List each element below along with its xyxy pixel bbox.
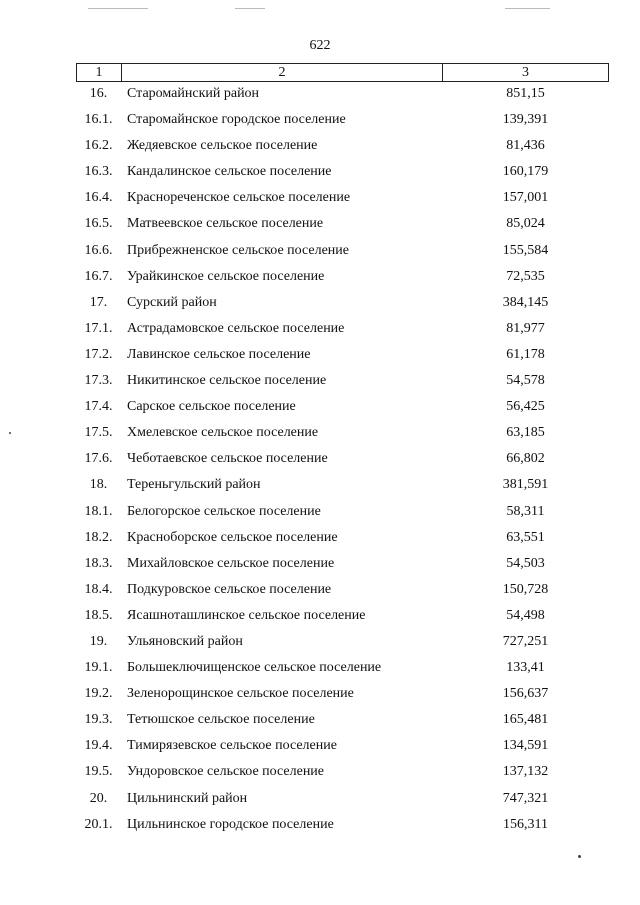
row-name: Старомайнское городское поселение — [127, 112, 346, 128]
row-value: 165,481 — [502, 712, 549, 728]
row-name: Старомайнский район — [127, 86, 260, 101]
row-name: Прибрежненское сельское поселение — [127, 242, 349, 258]
scan-speck — [578, 855, 581, 858]
table-row — [0, 475, 640, 501]
table-row — [0, 84, 640, 110]
table-row — [0, 580, 640, 606]
row-name: Цильнинский район — [127, 790, 248, 806]
row-number: 17.4. — [84, 399, 113, 415]
table-row — [0, 397, 640, 423]
row-name: Лавинское сельское поселение — [127, 346, 311, 362]
row-value: 156,637 — [502, 686, 549, 702]
row-number: 19.4. — [84, 738, 113, 754]
row-value: 72,535 — [506, 268, 545, 284]
row-value: 81,436 — [506, 138, 545, 154]
row-value: 134,591 — [502, 738, 549, 754]
row-value: 85,024 — [506, 216, 545, 232]
row-number: 16.5. — [84, 216, 113, 232]
table-row — [0, 789, 640, 815]
table-row — [0, 449, 640, 475]
table-row — [0, 762, 640, 788]
row-value: 155,584 — [502, 242, 549, 258]
row-name: Хмелевское сельское поселение — [127, 425, 319, 441]
row-name: Цильнинское городское поселение — [127, 816, 334, 832]
table-row — [0, 736, 640, 762]
row-number: 18.1. — [84, 503, 113, 519]
row-number: 17.3. — [84, 373, 113, 389]
row-number: 19.5. — [84, 764, 113, 780]
row-name: Подкуровское сельское поселение — [127, 581, 332, 597]
table-row — [0, 658, 640, 684]
row-number: 19. — [89, 633, 108, 649]
row-value: 66,802 — [506, 451, 545, 467]
scan-artifact-line — [88, 8, 148, 9]
table-row — [0, 528, 640, 554]
row-name: Жедяевское сельское поселение — [127, 138, 318, 154]
row-number: 18.4. — [84, 581, 113, 597]
row-name: Никитинское сельское поселение — [127, 373, 327, 389]
header-col-1: 1 — [77, 64, 122, 81]
row-number: 18.3. — [84, 555, 113, 571]
row-name: Ясашноташлинское сельское поселение — [127, 607, 366, 623]
row-number: 16.4. — [84, 190, 113, 206]
table-row — [0, 554, 640, 580]
table-row — [0, 319, 640, 345]
row-value: 157,001 — [502, 190, 549, 206]
row-name: Тимирязевское сельское поселение — [127, 738, 337, 754]
row-name: Белогорское сельское поселение — [127, 503, 321, 519]
row-value: 139,391 — [502, 112, 549, 128]
row-number: 19.3. — [84, 712, 113, 728]
table-row — [0, 162, 640, 188]
row-value: 63,185 — [506, 425, 545, 441]
row-number: 18. — [89, 477, 108, 493]
table-header — [76, 63, 609, 82]
row-value: 54,498 — [506, 607, 545, 623]
row-name: Астрадамовское сельское поселение — [127, 320, 345, 336]
row-name: Урайкинское сельское поселение — [127, 268, 325, 284]
row-name: Тетюшское сельское поселение — [127, 712, 315, 728]
row-name: Большеключищенское сельское поселение — [127, 660, 382, 676]
page-number: 622 — [309, 38, 331, 53]
row-value: 133,41 — [506, 660, 545, 676]
row-number: 18.5. — [84, 607, 113, 623]
row-value: 58,311 — [506, 503, 545, 519]
row-value: 54,578 — [506, 373, 545, 389]
row-name: Зеленорощинское сельское поселение — [127, 686, 354, 702]
row-name: Матвеевское сельское поселение — [127, 216, 324, 232]
table-row — [0, 710, 640, 736]
row-value: 54,503 — [506, 555, 545, 571]
row-value: 61,178 — [506, 346, 545, 362]
row-name: Сурский район — [127, 294, 217, 310]
row-name: Михайловское сельское поселение — [127, 555, 335, 571]
scan-speck — [9, 432, 11, 434]
table-row — [0, 110, 640, 136]
table-row — [0, 423, 640, 449]
row-value: 160,179 — [502, 164, 549, 180]
table-row — [0, 606, 640, 632]
scan-artifact-line — [505, 8, 550, 9]
row-name: Краснореченское сельское поселение — [127, 190, 351, 206]
row-number: 17.6. — [84, 451, 113, 467]
row-number: 19.1. — [84, 660, 113, 676]
row-name: Кандалинское сельское поселение — [127, 164, 332, 180]
row-value: 56,425 — [506, 399, 545, 415]
row-name: Ульяновский район — [127, 633, 243, 649]
row-number: 17.2. — [84, 346, 113, 362]
row-number: 20. — [89, 790, 108, 806]
row-value: 63,551 — [506, 529, 545, 545]
table-row — [0, 345, 640, 371]
header-col-2: 2 — [122, 64, 443, 81]
table-row — [0, 371, 640, 397]
row-number: 16.3. — [84, 164, 113, 180]
row-name: Чеботаевское сельское поселение — [127, 451, 328, 467]
row-name: Сарское сельское поселение — [127, 399, 296, 415]
row-value: 727,251 — [502, 633, 549, 649]
row-number: 19.2. — [84, 686, 113, 702]
row-number: 18.2. — [84, 529, 113, 545]
row-value: 156,311 — [503, 816, 548, 832]
table-row — [0, 214, 640, 240]
row-value: 137,132 — [502, 764, 549, 780]
table-row — [0, 502, 640, 528]
row-value: 384,145 — [502, 294, 549, 310]
table-row — [0, 267, 640, 293]
row-name: Ундоровское сельское поселение — [127, 764, 325, 780]
table-row — [0, 136, 640, 162]
row-number: 16.2. — [84, 138, 113, 154]
row-number: 16.6. — [84, 242, 113, 258]
row-number: 16.1. — [84, 112, 113, 128]
table-row — [0, 815, 640, 841]
row-name: Красноборское сельское поселение — [127, 529, 338, 545]
table-row — [0, 293, 640, 319]
table-row — [0, 632, 640, 658]
table-row — [0, 684, 640, 710]
row-number: 17.5. — [84, 425, 113, 441]
row-value: 381,591 — [502, 477, 549, 493]
row-number: 17. — [89, 294, 108, 310]
row-number: 16. — [89, 86, 108, 101]
table-body — [0, 84, 640, 841]
header-col-3: 3 — [522, 64, 529, 80]
row-name: Тереньгульский район — [127, 477, 261, 493]
row-value: 851,15 — [506, 86, 545, 101]
row-value: 150,728 — [502, 581, 549, 597]
table-row — [0, 188, 640, 214]
row-value: 81,977 — [506, 320, 545, 336]
row-number: 20.1. — [84, 816, 113, 832]
scan-artifact-line — [235, 8, 265, 9]
row-number: 16.7. — [84, 268, 113, 284]
row-number: 17.1. — [84, 320, 113, 336]
table-row — [0, 241, 640, 267]
row-value: 747,321 — [502, 790, 549, 806]
